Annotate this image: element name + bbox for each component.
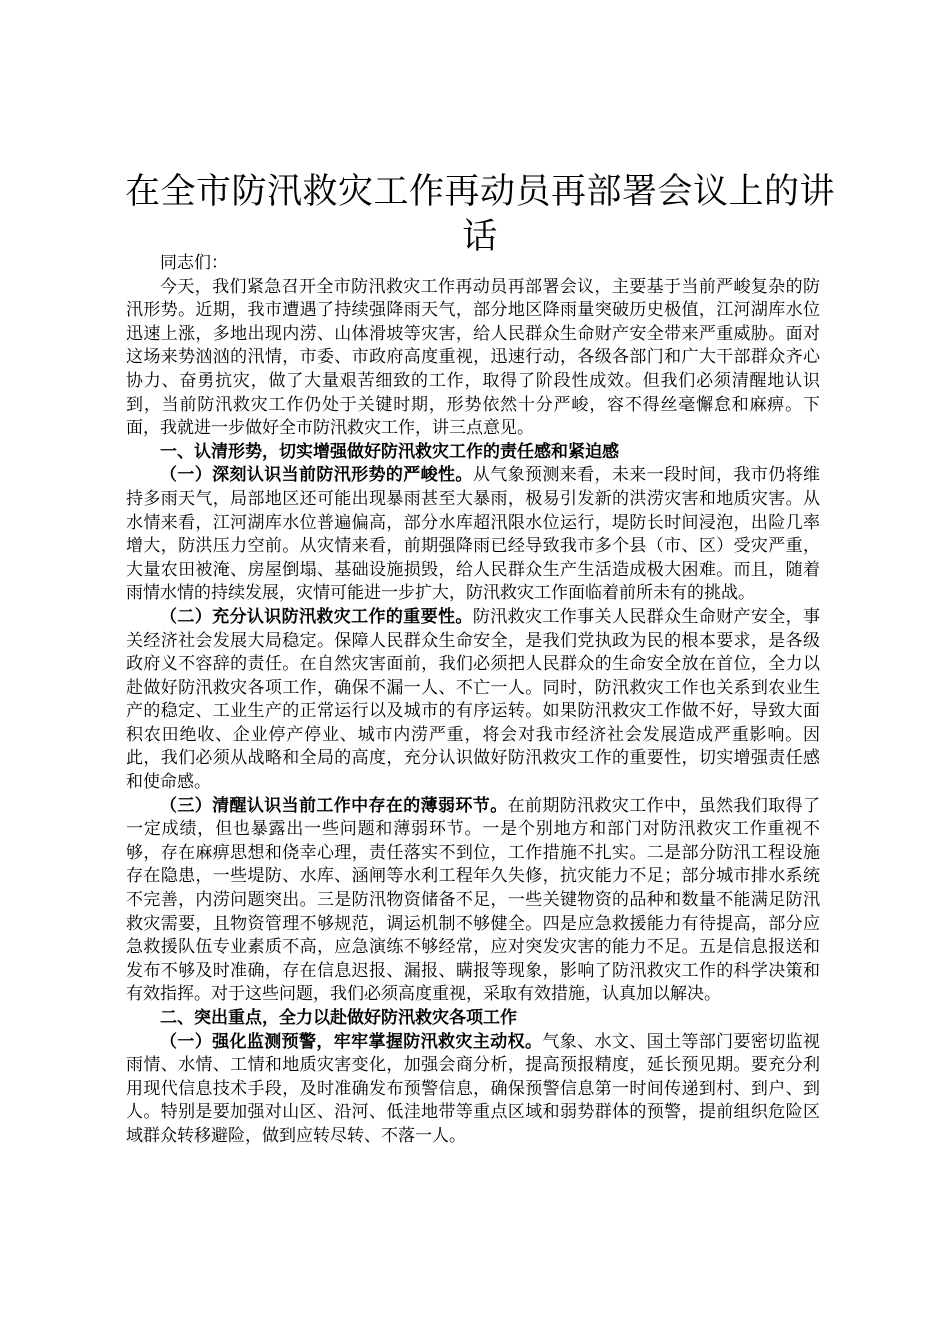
section-1-heading: 一、认清形势，切实增强做好防汛救灾工作的责任感和紧迫感 xyxy=(160,441,619,462)
paragraph-text: 气象、水文、国土等部门要密切监视雨情、水情、工情和地质灾害变化，加强会商分析，提高预报精度，延长预见期。要充分利用现代信息技术手段，及时准确发布预警信息，确保预警信息第一时间传递到村、到户、到人。特别是要加强对山区、沿河、低洼地带等重点区域和弱势群体的预警，提前组织危险区域群众转移避险，做到应转尽转、不落一人。 xyxy=(126,1031,821,1146)
paragraph-lead: （二）充分认识防汛救灾工作的重要性。 xyxy=(160,606,473,627)
section-1-paragraph-3 xyxy=(126,795,820,1007)
section-2-heading: 二、突出重点，全力以赴做好防汛救灾各项工作 xyxy=(160,1008,517,1028)
intro-paragraph: 今天，我们紧急召开全市防汛救灾工作再动员再部署会议，主要基于当前严峻复杂的防汛形势。近期，我市遭遇了持续强降雨天气，部分地区降雨量突破历史极值，江河湖库水位迅速上涨，多地出现内涝、山体滑坡等灾害，给人民群众生命财产安全带来严重威胁。面对这场来势汹汹的汛情，市委、市政府高度重视，迅速行动，各级各部门和广大干部群众齐心协力、奋勇抗灾，做了大量艰苦细致的工作，取得了阶段性成效。但我们必须清醒地认识到，当前防汛救灾工作仍处于关键时期，形势依然十分严峻，容不得丝毫懈怠和麻痹。下面，我就进一步做好全市防汛救灾工作，讲三点意见。 xyxy=(126,276,820,439)
document-body xyxy=(126,252,820,1149)
paragraph-lead: （三）清醒认识当前工作中存在的薄弱环节。 xyxy=(160,795,508,816)
section-1-paragraph-1 xyxy=(126,464,820,606)
paragraph-text: 在前期防汛救灾工作中，虽然我们取得了一定成绩，但也暴露出一些问题和薄弱环节。一是个别地方和部门对防汛救灾工作重视不够，存在麻痹思想和侥幸心理，责任落实不到位，工作措施不扎实。二是部分防汛工程设施存在隐患，一些堤防、水库、涵闸等水利工程年久失修，抗灾能力不足；部分城市排水系统不完善，内涝问题突出。三是防汛物资储备不足，一些关键物资的品种和数量不能满足防汛救灾需要，且物资管理不够规范，调运机制不够健全。四是应急救援能力有待提高，部分应急救援队伍专业素质不高，应急演练不够经常，应对突发灾害的能力不足。五是信息报送和发布不够及时准确，存在信息迟报、漏报、瞒报等现象，影响了防汛救灾工作的科学决策和有效指挥。对于这些问题，我们必须高度重视，采取有效措施，认真加以解决。 xyxy=(126,795,821,1005)
document-title: 在全市防汛救灾工作再动员再部署会议上的讲话 xyxy=(124,172,835,257)
paragraph-text: 从气象预测来看，未来一段时间，我市仍将维持多雨天气，局部地区还可能出现暴雨甚至大暴雨，极易引发新的洪涝灾害和地质灾害。从水情来看，江河湖库水位普遍偏高，部分水库超汛限水位运行，堤防长时间浸泡，出险几率增大，防洪压力空前。从灾情来看，前期强降雨已经导致我市多个县（市、区）受灾严重，大量农田被淹、房屋倒塌、基础设施损毁，给人民群众生产生活造成极大困难。而且，随着雨情水情的持续发展，灾情可能进一步扩大，防汛救灾工作面临着前所未有的挑战。 xyxy=(126,465,821,604)
paragraph-lead: （一）强化监测预警，牢牢掌握防汛救灾主动权。 xyxy=(160,1031,543,1052)
section-2-paragraph-1 xyxy=(126,1031,820,1149)
salutation: 同志们： xyxy=(160,253,228,273)
section-1-paragraph-2 xyxy=(126,606,820,795)
paragraph-lead: （一）深刻认识当前防汛形势的严峻性。 xyxy=(160,465,473,486)
paragraph-text: 防汛救灾工作事关人民群众生命财产安全，事关经济社会发展大局稳定。保障人民群众生命安全，是我们党执政为民的根本要求，是各级政府义不容辞的责任。在自然灾害面前，我们必须把人民群众的生命安全放在首位，全力以赴做好防汛救灾各项工作，确保不漏一人、不亡一人。同时，防汛救灾工作也关系到农业生产的稳定、工业生产的正常运行以及城市的有序运转。如果防汛救灾工作做不好，导致大面积农田绝收、企业停产停业、城市内涝严重，将会对我市经济社会发展造成严重影响。因此，我们必须从战略和全局的高度，充分认识做好防汛救灾工作的重要性，切实增强责任感和使命感。 xyxy=(126,606,821,793)
